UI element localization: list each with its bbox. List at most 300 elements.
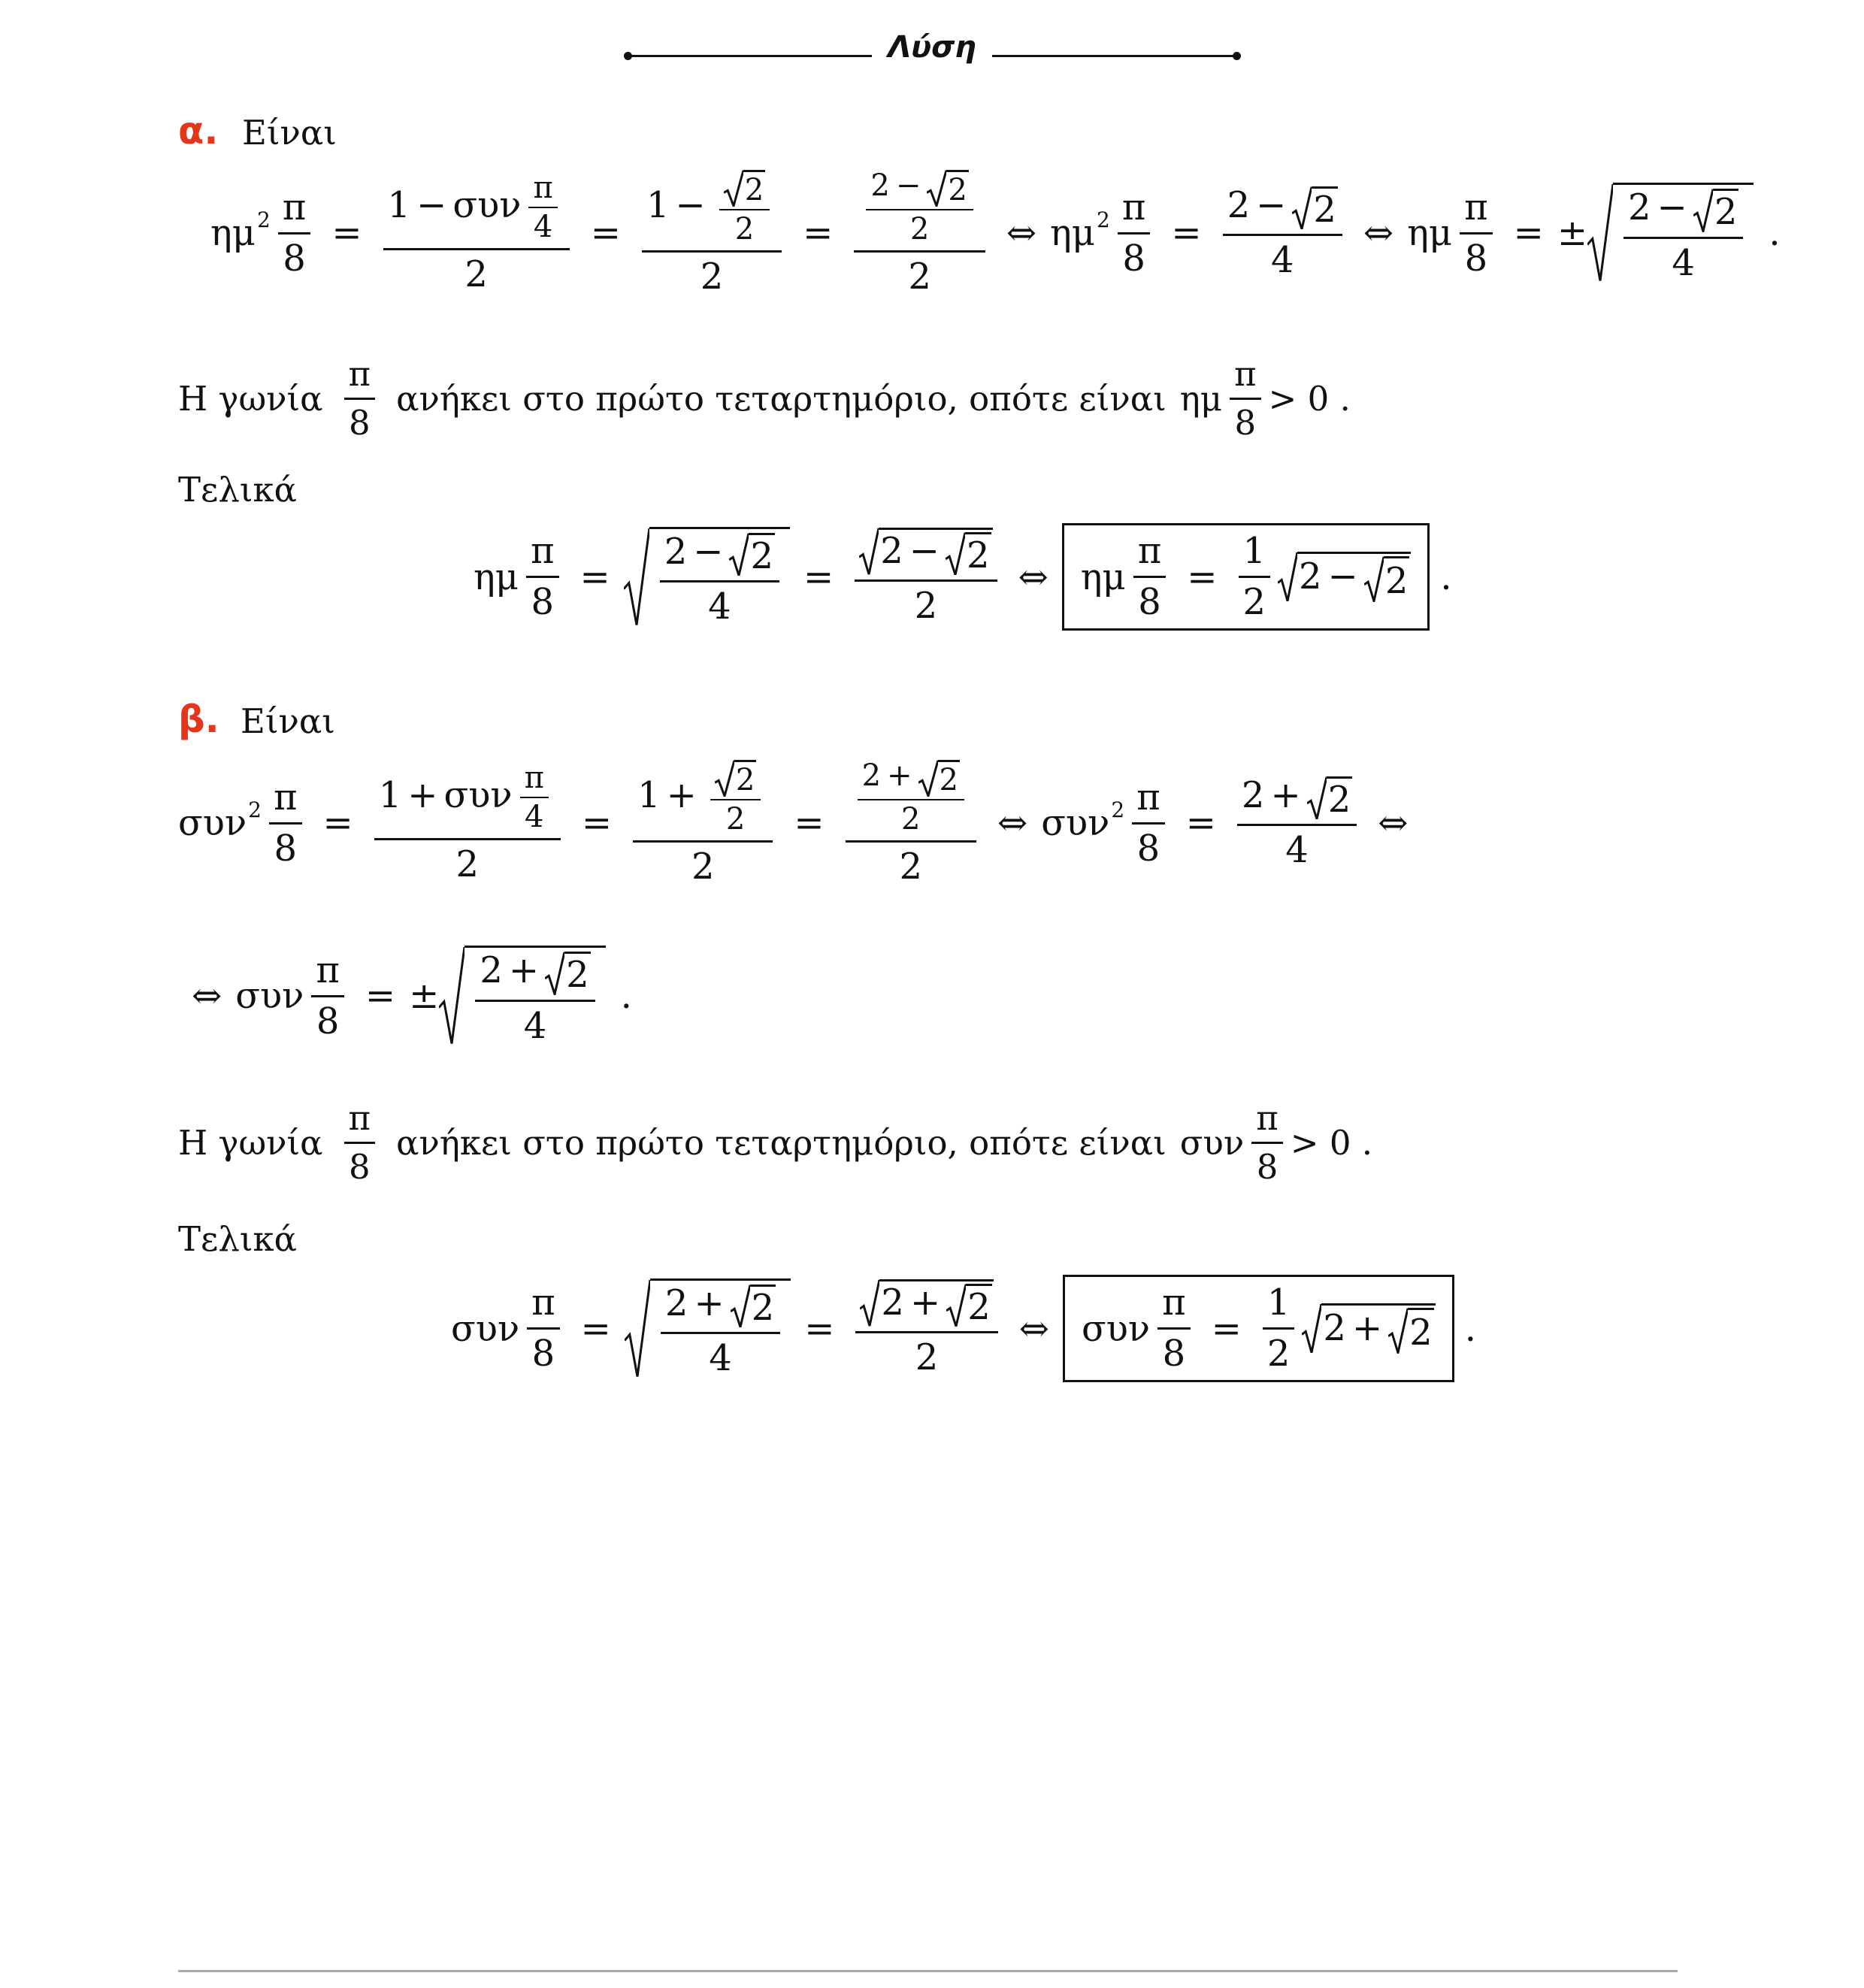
exponent: 2 [1111,797,1125,822]
digit-four: 4 [1285,829,1309,872]
part-a-finally: Τελικά [178,470,298,510]
radical-sign [1587,183,1613,283]
two-sign-sqrt-two [664,530,775,577]
digit-two: 2 [901,801,921,837]
pi-over-eight [527,1283,560,1374]
pi-over-four-bar [520,797,549,798]
equals-sign: = [794,802,825,844]
sign-operator: + [508,949,540,992]
cos-name: συν [443,773,513,816]
sign-operator: − [693,530,724,573]
square-root [860,1279,993,1327]
digit-two: 2 [455,843,480,886]
fraction-step-2 [633,759,773,886]
exponent: 2 [256,207,271,232]
function-name: ημ [474,555,519,598]
exponent: 2 [248,797,262,822]
fraction-step-3-bar [846,840,976,843]
pi-over-eight [526,531,559,622]
sqrt-two [918,760,960,797]
pi-symbol: π [1464,186,1488,228]
one-half-numerator [1239,531,1271,571]
digit-one: 1 [1266,1281,1291,1324]
digit-two: 2 [1323,1307,1346,1349]
pi-over-eight-bar [1133,576,1167,578]
sqrt-two-radicand [1312,186,1338,230]
fraction-step-1-denominator [452,845,484,885]
digit-two: 2 [1242,581,1266,623]
fraction-under-root-numerator [1623,188,1743,231]
pi-symbol: π [1234,354,1257,394]
period: . [1464,1307,1476,1350]
pi-over-eight-denominator [1133,829,1165,869]
digit-two: 2 [1299,555,1322,598]
digit-two: 2 [1409,1312,1433,1354]
square-root-radicand [1613,183,1754,283]
sqrt-two-radicand [743,170,765,207]
sign-operator: + [887,758,912,794]
digit-two: 2 [700,255,724,298]
sqrt-two-over-two [710,759,761,836]
fraction-step-1 [383,171,570,295]
fraction-under-root-bar [660,580,779,582]
period: . [1769,212,1781,254]
sqrt-two [946,532,991,576]
fraction-under-root-numerator [661,1281,780,1329]
fraction-result [1223,183,1342,282]
two-sign-sqrt-two [480,949,590,996]
square-root-radicand [1321,1303,1435,1354]
angle-sentence-pre: Η γωνία [178,378,323,419]
digit-two: 2 [861,758,882,794]
square-root [439,946,605,1045]
sign-operator: − [909,529,940,572]
sqrt-two-radicand [734,760,756,797]
period: . [620,975,632,1017]
iff-symbol: ⇔ [1006,212,1037,254]
pi-over-eight-bar [278,232,311,235]
digit-two: 2 [744,172,764,207]
sqrt-two-radicand [1408,1308,1434,1354]
sqrt-two [1292,186,1338,230]
function-name: συν [1041,802,1110,844]
pi-over-eight-numerator [1157,1283,1191,1323]
two-sign-sqrt-two [861,758,960,797]
part-b-angle-sentence [178,1098,1373,1187]
fraction-under-root [661,1281,780,1380]
pi-symbol: π [524,761,544,796]
pi-over-four [528,171,557,244]
inner-fraction [858,759,964,836]
radical-sign [625,1278,650,1378]
pi-symbol: π [316,949,340,991]
fraction-result-denominator [1281,831,1313,870]
sign-operator: + [694,1281,725,1324]
part-a-equation-final [474,515,1452,639]
fraction-step-2-denominator [687,847,719,887]
equals-sign: = [1513,212,1544,254]
part-a-angle-sentence [178,354,1351,443]
digit-eight: 8 [531,581,554,623]
fraction-step-3-bar [854,250,985,253]
digit-two: 2 [664,530,688,573]
digit-two: 2 [750,534,774,577]
pi-over-eight-denominator [344,1148,375,1186]
pi-over-four-denominator [529,210,557,244]
digit-eight: 8 [274,827,297,870]
pi-over-eight [344,356,376,441]
pi-over-eight [1118,188,1151,279]
pi-over-eight-denominator [312,1002,344,1042]
fraction-step-3 [846,759,976,886]
title-rule-left [628,55,872,57]
fraction-step-1-bar [374,838,561,840]
one-sign-sqrt [646,172,777,247]
one-half-bar [1263,1327,1295,1330]
pi-over-eight [278,188,311,279]
sqrt-two [946,1284,992,1327]
function-name: συν [178,802,247,844]
pi-symbol: π [1121,186,1146,228]
digit-four: 4 [525,800,544,835]
sqrt-two [1388,1308,1434,1354]
pi-over-eight-bar [1132,822,1165,825]
digit-two: 2 [1628,186,1651,229]
digit-two: 2 [664,1281,688,1324]
pi-over-eight-denominator [526,582,558,622]
pi-over-eight-bar [527,1327,560,1330]
pi-over-eight-numerator [1133,531,1167,571]
pi-over-eight-numerator [344,1100,376,1137]
pi-over-eight-denominator [344,404,375,442]
sqrt-two-radicand [966,1284,992,1327]
digit-eight: 8 [531,1333,555,1375]
pi-over-eight-numerator [1230,356,1261,393]
exponent: 2 [1096,207,1110,232]
pi-over-eight-numerator [526,531,559,571]
part-b-label: β. [178,697,219,741]
radical-sign [860,1279,879,1327]
pi-symbol: π [1256,1098,1278,1138]
two-sign-sqrt-two [880,531,991,575]
digit-two: 2 [725,801,746,837]
digit-eight: 8 [1136,827,1160,870]
pi-symbol: π [533,171,553,206]
radical-sign [859,528,879,575]
function-name: συν [1179,1122,1245,1163]
inner-fraction-bar [866,209,973,210]
pi-over-four-denominator [520,800,548,834]
pi-over-eight-denominator [1118,239,1150,279]
square-root-radicand [879,1279,993,1327]
pi-over-eight-denominator [269,829,301,869]
sign-operator: − [1327,555,1358,598]
digit-two: 2 [751,1286,775,1329]
pi-over-eight-numerator [344,356,376,393]
sqrt-two-over-two [719,169,770,246]
digit-two: 2 [464,253,488,296]
square-root-radicand [649,527,790,627]
pi-over-eight-denominator [1133,582,1166,622]
radical-sign [729,533,749,576]
fraction-step-1-numerator [383,171,570,244]
title-rule-right [992,55,1240,57]
digit-two: 2 [939,762,958,797]
fraction-result-bar [1223,234,1342,236]
sign-operator: + [1351,1307,1383,1349]
iff-symbol: ⇔ [192,975,222,1017]
digit-eight: 8 [1122,237,1145,280]
two-sign-sqrt-two [881,1283,991,1327]
sign-operator: − [1657,186,1687,229]
fraction-root-over-two-numerator [855,1279,997,1327]
fraction-under-root-numerator [475,951,595,994]
digit-four: 4 [709,1337,732,1380]
pi-over-eight-denominator [1460,239,1493,279]
equals-sign: = [804,1307,835,1350]
fraction-result-numerator [1223,183,1342,231]
iff-symbol: ⇔ [1018,555,1048,598]
fraction-root-over-two-numerator [855,528,997,575]
square-root [1278,552,1411,602]
pi-over-eight [269,778,302,869]
two-sign-sqrt-two [664,1281,776,1329]
pi-over-eight-denominator [1158,1334,1191,1374]
angle-sentence-post: > 0 . [1290,1122,1373,1163]
pi-symbol: π [530,530,555,573]
pi-over-eight-numerator [278,188,311,228]
radical-sign [1693,189,1713,232]
pi-symbol: π [1162,1281,1186,1324]
radical-sign [946,1284,966,1327]
pi-symbol: π [1137,530,1162,573]
sqrt-two-radicand [749,533,775,576]
radical-sign [624,527,649,627]
sqrt-two-radicand [1384,556,1410,602]
part-b-equation-2 [178,940,632,1052]
one-half-numerator [1263,1283,1295,1323]
pi-over-eight-bar [1118,232,1151,235]
sqrt-two-over-two-bar [710,799,761,800]
digit-four: 4 [1672,241,1695,284]
fraction-step-3-numerator [846,759,976,836]
part-a-intro: Είναι [242,113,337,153]
fraction-root-over-two [855,1279,997,1378]
square-root-radicand [879,528,992,575]
pi-symbol: π [348,354,371,394]
digit-two: 2 [967,1285,991,1328]
square-root [1302,1303,1435,1354]
one-sign-cos [387,171,565,245]
angle-sentence-post: > 0 . [1268,378,1351,419]
part-b-equation-1 [178,748,1421,898]
digit-eight: 8 [349,1146,371,1187]
fraction-result [1237,773,1357,872]
equals-sign: = [1211,1307,1242,1350]
fraction-result-bar [1237,824,1357,826]
sign-operator: + [407,773,438,816]
sqrt-two-radicand [1327,776,1353,820]
digit-one: 1 [1242,530,1266,573]
sqrt-two-radicand [750,1284,776,1328]
sign-operator: − [675,183,706,226]
radical-sign [1292,186,1312,230]
function-name: συν [451,1307,520,1350]
radical-sign [545,952,564,995]
one-half [1263,1283,1295,1374]
pi-over-eight-bar [344,1142,376,1144]
digit-two: 2 [480,949,503,992]
sqrt-two-over-two-denominator [722,803,749,836]
digit-two: 2 [967,534,990,576]
fraction-root-over-two-denominator [911,1338,943,1378]
digit-two: 2 [1313,188,1336,231]
digit-two: 2 [1227,183,1251,226]
sqrt-two-radicand [965,532,991,576]
fraction-step-3-denominator [903,257,936,297]
digit-eight: 8 [1256,1146,1278,1187]
sign-operator: − [416,183,447,226]
digit-two: 2 [899,845,923,888]
one-half-bar [1239,576,1271,578]
square-root [624,527,790,627]
digit-eight: 8 [1464,237,1488,280]
pi-over-eight [1230,356,1261,441]
fraction-root-over-two-bar [855,1331,997,1333]
sqrt-two [731,1284,776,1328]
digit-four: 4 [708,586,731,628]
fraction-step-2-bar [642,250,782,253]
digit-two: 2 [909,211,930,247]
one-half-denominator [1239,582,1271,622]
inner-fraction-numerator [866,169,973,207]
fraction-step-3 [854,169,985,296]
pi-over-eight [1460,188,1493,279]
fraction-under-root-bar [1623,237,1743,239]
equals-sign: = [803,555,834,598]
fraction-result-numerator [1237,773,1357,821]
sign-operator: + [1270,773,1301,816]
equals-sign: = [590,212,621,254]
fraction-step-2-numerator [642,169,782,246]
inner-fraction-bar [858,799,964,800]
radical-sign [1364,556,1384,602]
fraction-under-root [660,532,779,627]
pi-over-eight-denominator [1230,404,1260,442]
pi-over-four-bar [528,207,557,208]
pi-over-eight [311,951,344,1042]
pi-over-eight-bar [526,576,559,578]
digit-two: 2 [948,172,967,207]
pi-over-four-numerator [520,761,549,794]
radical-sign [731,1284,750,1328]
square-root-radicand [464,946,605,1045]
section-title [0,30,1864,83]
footer-rule [178,1970,1678,1972]
sqrt-two-radicand [938,760,960,797]
part-b-equation-final [451,1266,1476,1390]
pi-over-eight-denominator [528,1334,560,1374]
equals-sign: = [365,975,396,1017]
pi-over-eight-bar [269,822,302,825]
pi-symbol: π [273,776,298,818]
iff-symbol: ⇔ [1363,212,1394,254]
two-sign-sqrt-two [1299,555,1409,602]
angle-sentence-mid: ανήκει στο πρώτο τεταρτημόριο, οπότε είναι [396,1122,1167,1163]
square-root-radicand [650,1278,791,1378]
fraction-under-root-denominator [704,587,736,627]
sqrt-two [1364,556,1410,602]
equals-sign: = [1171,212,1202,254]
one-half [1239,531,1271,622]
equals-sign: = [580,1307,611,1350]
one-sign-sqrt [637,762,768,837]
two-sign-sqrt-two [1227,183,1338,231]
digit-two: 2 [735,762,755,797]
fraction-under-root [475,951,595,1045]
digit-two: 2 [914,585,938,628]
fraction-under-root-denominator [704,1339,737,1378]
digit-two: 2 [734,211,755,247]
pi-over-eight-numerator [269,778,302,818]
iff-symbol: ⇔ [997,802,1028,844]
fraction-step-1-bar [383,248,570,250]
digit-two: 2 [566,954,589,996]
sqrt-two-over-two-bar [719,209,770,210]
pi-over-eight-bar [1157,1327,1191,1330]
digit-four: 4 [533,210,553,245]
equals-sign: = [581,802,613,844]
pi-symbol: π [1136,776,1160,818]
two-sign-sqrt-two [1323,1307,1433,1354]
radical-sign [927,170,946,207]
digit-two: 2 [915,1336,939,1379]
sqrt-two [724,170,765,207]
sqrt-two-radicand [1713,189,1739,232]
square-root-radicand [1297,552,1411,602]
sqrt-two-over-two-numerator [710,759,761,797]
radical-sign [439,946,464,1045]
fraction-step-2-bar [633,840,773,843]
pi-over-eight-numerator [1132,778,1165,818]
fraction-under-root-bar [475,1000,595,1002]
function-name: ημ [1080,555,1126,598]
fraction-step-2-numerator [633,759,773,836]
sqrt-two [545,952,591,995]
iff-symbol: ⇔ [1378,802,1409,844]
cos-name: συν [452,183,522,226]
plus-minus: ± [1557,212,1588,254]
angle-sentence-mid: ανήκει στο πρώτο τεταρτημόριο, οπότε είναι [396,378,1167,419]
equals-sign: = [1187,555,1218,598]
digit-one: 1 [637,773,661,816]
plus-minus: ± [409,975,440,1017]
pi-over-eight-denominator [1252,1148,1283,1186]
digit-two: 2 [1384,560,1409,602]
sqrt-two [927,170,968,207]
sign-operator: − [1256,183,1287,226]
sqrt-two-over-two-denominator [731,213,758,246]
part-a-label: α. [178,109,219,153]
digit-eight: 8 [283,237,306,280]
pi-over-eight [1251,1100,1283,1185]
part-b-intro: Είναι [241,701,335,741]
sqrt-two [1307,776,1353,820]
pi-over-eight-denominator [278,239,310,279]
inner-fraction-numerator [858,759,964,797]
pi-over-four-numerator [528,171,557,204]
fraction-step-2-denominator [696,257,728,297]
